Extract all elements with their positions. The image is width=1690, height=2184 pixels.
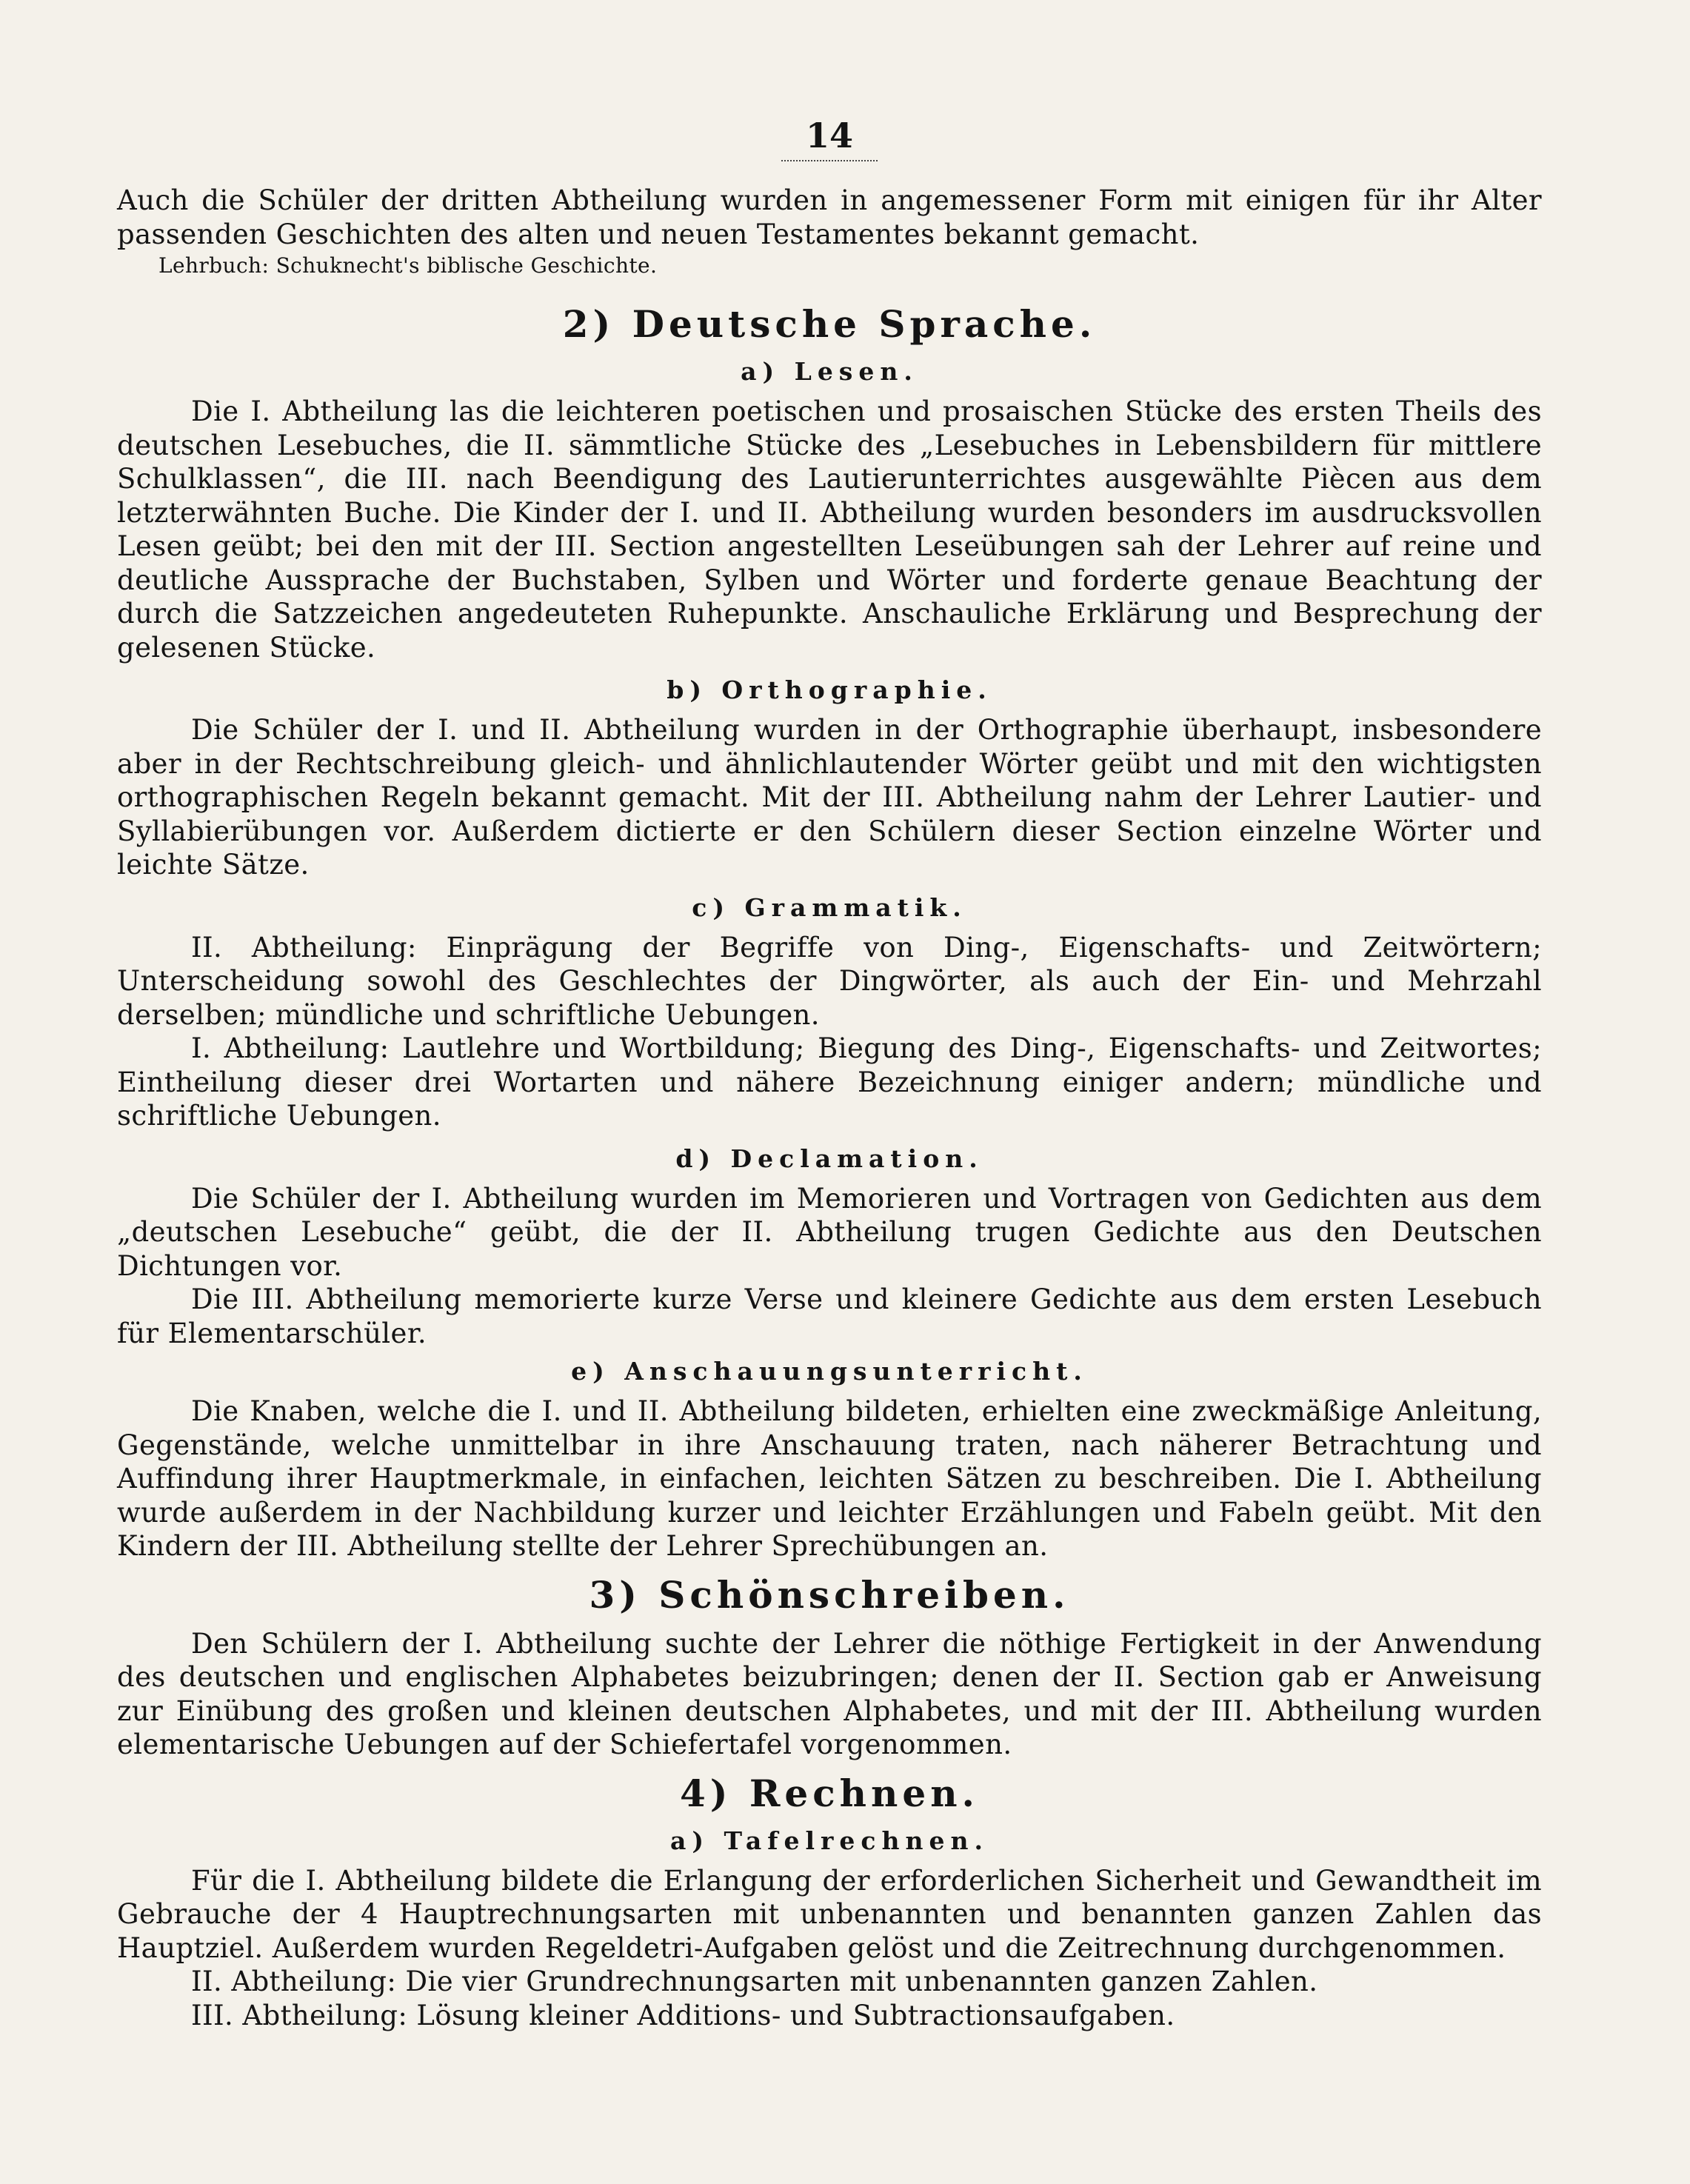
grammatik-paragraph-1: II. Abtheilung: Einprägung der Begriffe von Ding-, Eigenschafts- und Zeitwörtern; Unterscheidung sowohl des Geschlechtes der Dingwörter, als auch der Ein- und Mehrzahl derselben; mündliche und schriftliche Uebungen. [117, 931, 1542, 1031]
page-number: 14 [805, 116, 853, 156]
subsection-heading-lesen: a) Lesen. [741, 357, 918, 386]
subsection-heading-tafelrechnen: a) Tafelrechnen. [670, 1826, 989, 1855]
anschauung-paragraph: Die Knaben, welche die I. und II. Abtheilung bildeten, erhielten eine zweckmäßige Anleitung, Gegenstände, welche unmittelbar in ihre Anschauung traten, nach näherer Betrachtung und Auffindung ihrer Hauptmerkmale, in einfachen, leichten Sätzen zu beschreiben. Die I. Abtheilung wurde außerdem in der Nachbildung kurzer und leichter Erzählungen und Fabeln geübt. Mit den Kindern der III. Abtheilung stellte der Lehrer Sprechübungen an. [117, 1395, 1542, 1562]
grammatik-paragraph-2: I. Abtheilung: Lautlehre und Wortbildung; Biegung des Ding-, Eigenschafts- und Zeitwortes; Eintheilung dieser drei Wortarten und nähere Bezeichnung einiger andern; mündliche und schriftliche Uebungen. [117, 1032, 1542, 1132]
section-heading-rechnen: 4) Rechnen. [680, 1771, 979, 1815]
intro-paragraph: Auch die Schüler der dritten Abtheilung wurden in angemessener Form mit einigen für ihr Alter passenden Geschichten des alten und neuen Testamentes bekannt gemacht. [117, 184, 1542, 250]
schoenschreiben-paragraph: Den Schülern der I. Abtheilung suchte der Lehrer die nöthige Fertigkeit in der Anwendung des deutschen und englischen Alphabetes beizubringen; denen der II. Section gab er Anweisung zur Einübung des großen und kleinen deutschen Alphabetes, und mit der III. Abtheilung wurden elementarische Uebungen auf der Schiefertafel vorgenommen. [117, 1627, 1542, 1760]
subsection-heading-orthographie: b) Orthographie. [667, 675, 992, 704]
tafelrechnen-paragraph-1: Für die I. Abtheilung bildete die Erlangung der erforderlichen Sicherheit und Gewandtheit im Gebrauche der 4 Hauptrechnungsarten mit unbenannten und benannten ganzen Zahlen das Hauptziel. Außerdem wurden Regeldetri-Aufgaben gelöst und die Zeitrechnung durchgenommen. [117, 1864, 1542, 1964]
orthographie-paragraph: Die Schüler der I. und II. Abtheilung wurden in der Orthographie überhaupt, insbesondere aber in der Rechtschreibung gleich- und ähnlichlautender Wörter geübt und mit den wichtigsten orthographischen Regeln bekannt gemacht. Mit der III. Abtheilung nahm der Lehrer Lautier- und Syllabierübungen vor. Außerdem dictierte er den Schülern dieser Section einzelne Wörter und leichte Sätze. [117, 714, 1542, 881]
tafelrechnen-paragraph-2: II. Abtheilung: Die vier Grundrechnungsarten mit unbenannten ganzen Zahlen. [191, 1966, 1318, 1997]
lesen-paragraph: Die I. Abtheilung las die leichteren poetischen und prosaischen Stücke des ersten Theils des deutschen Lesebuches, die II. sämmtliche Stücke des „Lesebuches in Lebensbildern für mittlere Schulklassen“, die III. nach Beendigung des Lautierunterrichtes ausgewählte Piècen aus dem letzterwähnten Buche. Die Kinder der I. und II. Abtheilung wurden besonders im ausdrucksvollen Lesen geübt; bei den mit der III. Section angestellten Leseübungen sah der Lehrer auf reine und deutliche Aussprache der Buchstaben, Sylben und Wörter und forderte genaue Beachtung der durch die Satzzeichen angedeuteten Ruhepunkte. Anschauliche Erklärung und Besprechung der gelesenen Stücke. [117, 395, 1542, 664]
page-number-ornament [781, 160, 878, 161]
section-heading-schoenschreiben: 3) Schönschreiben. [589, 1572, 1070, 1617]
subsection-heading-anschauungsunterricht: e) Anschauungsunterricht. [571, 1357, 1088, 1386]
subsection-heading-declamation: d) Declamation. [675, 1143, 983, 1173]
tafelrechnen-paragraph-3: III. Abtheilung: Lösung kleiner Additions- und Subtractionsaufgaben. [191, 1999, 1175, 2031]
intro-textbook: Lehrbuch: Schuknecht's biblische Geschichte. [158, 253, 658, 278]
section-heading-deutsche-sprache: 2) Deutsche Sprache. [562, 302, 1097, 346]
subsection-heading-grammatik: c) Grammatik. [692, 892, 967, 922]
declamation-paragraph-1: Die Schüler der I. Abtheilung wurden im Memorieren und Vortragen von Gedichten aus dem „deutschen Lesebuche“ geübt, die der II. Abtheilung trugen Gedichte aus den Deutschen Dichtungen vor. [117, 1182, 1542, 1282]
declamation-paragraph-2: Die III. Abtheilung memorierte kurze Verse und kleinere Gedichte aus dem ersten Lesebuch für Elementarschüler. [117, 1283, 1542, 1349]
